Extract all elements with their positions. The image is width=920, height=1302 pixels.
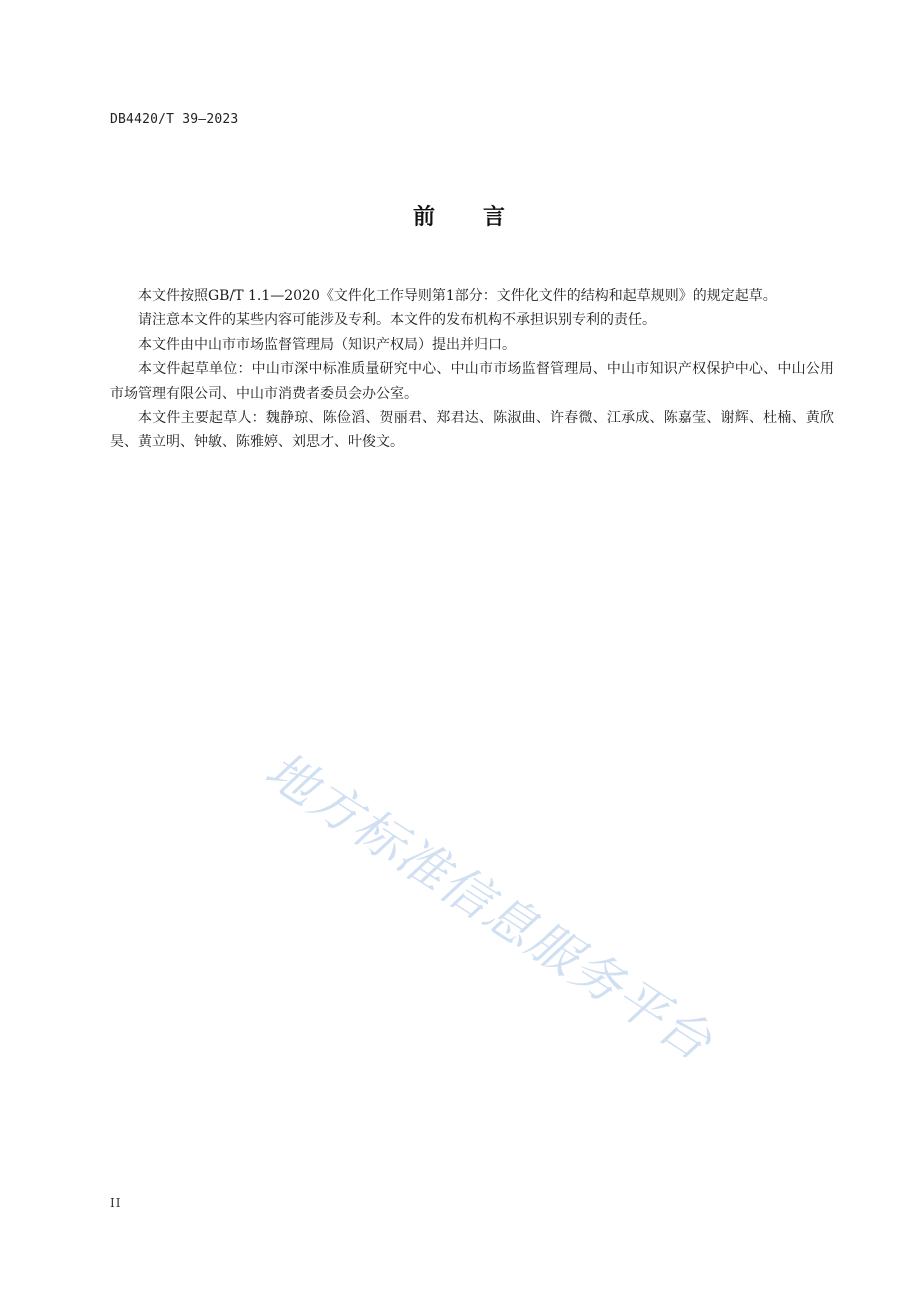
paragraph-drafters: 本文件主要起草人：魏静琼、陈俭滔、贺丽君、郑君达、陈淑曲、许春微、江承成、陈嘉莹、谢辉、杜楠、黄欣昊、黄立明、钟敏、陈雅婷、刘思才、叶俊文。	[110, 410, 834, 451]
title-char-1: 前	[412, 205, 437, 230]
watermark: 地方标准信息服务平台	[255, 740, 723, 1073]
paragraph-drafting-units: 本文件起草单位：中山市深中标准质量研究中心、中山市市场监督管理局、中山市知识产权保护中心、中山公用市场管理有限公司、中山市消费者委员会办公室。	[110, 361, 834, 402]
paragraph-patent-notice: 请注意本文件的某些内容可能涉及专利。本文件的发布机构不承担识别专利的责任。	[138, 312, 656, 329]
title-char-2: 言	[483, 205, 508, 230]
paragraph-drafting-basis: 本文件按照GB/T 1.1—2020《文件化工作导则第1部分：文件化文件的结构和起草规则》的规定起草。	[138, 288, 777, 304]
document-code: DB4420/T 39—2023	[110, 112, 239, 127]
preface-body	[110, 284, 834, 455]
page-number: II	[110, 1196, 122, 1210]
page-title	[0, 200, 920, 231]
paragraph-proposer: 本文件由中山市市场监督管理局（知识产权局）提出并归口。	[138, 336, 516, 353]
